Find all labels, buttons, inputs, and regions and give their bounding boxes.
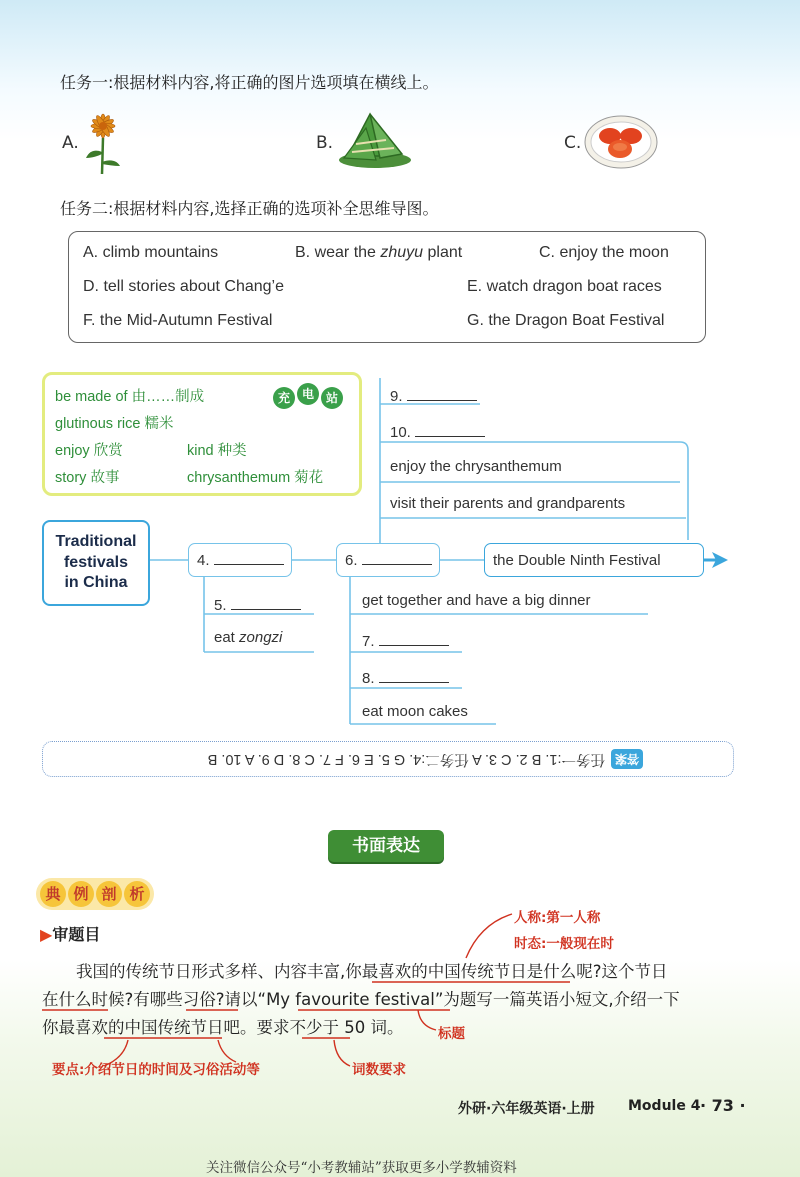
task1-title: 任务一:根据材料内容,将正确的图片选项填在横线上。: [60, 73, 439, 92]
node-double-ninth: the Double Ninth Festival: [484, 543, 704, 577]
wechat-note: 关注微信公众号“小考教辅站”获取更多小学教辅资料: [206, 1160, 517, 1176]
leaf-visit: visit their parents and grandparents: [390, 495, 626, 512]
leaf-zongzi: eat zongzi: [214, 629, 283, 646]
option-g: G. the Dragon Boat Festival: [467, 312, 665, 329]
charge-badge: 充: [273, 387, 295, 409]
answer-text: 答案任务一:1. B 2. C 3. A 任务二:4. G 5. E 6. F 7. C 8. D 9. A 10. B: [43, 742, 733, 776]
dianli-char: 例: [68, 881, 94, 907]
option-c: C. enjoy the moon: [539, 244, 669, 261]
leaf-dinner: get together and have a big dinner: [362, 592, 591, 609]
prompt-line-1: 我国的传统节日形式多样、内容丰富,你最喜欢的中国传统节日是什么呢?这个节日: [76, 962, 668, 981]
leaf-mooncakes: eat moon cakes: [362, 703, 468, 720]
triangle-icon: ▶: [40, 925, 53, 944]
leaf-10: 10.: [390, 420, 485, 441]
dianli-char: 析: [124, 881, 150, 907]
option-b-letter: B.: [316, 133, 334, 153]
center-line: in China: [64, 574, 128, 592]
leaf-8: 8.: [362, 666, 449, 687]
option-a-letter: A.: [62, 133, 79, 153]
note-person: 人称:第一人称: [514, 910, 601, 926]
vocab-item: be made of 由……制成: [55, 389, 205, 405]
node-4: 4.: [188, 543, 292, 577]
vocab-item: story 故事: [55, 470, 120, 486]
note-key: 要点:介绍节日的时间及习俗活动等: [52, 1062, 260, 1078]
option-d: D. tell stories about Chang’e: [83, 278, 284, 295]
charge-badge: 站: [321, 387, 343, 409]
task2-title: 任务二:根据材料内容,选择正确的选项补全思维导图。: [60, 199, 439, 218]
leaf-7: 7.: [362, 629, 449, 650]
center-line: festivals: [63, 553, 129, 571]
note-words: 词数要求: [352, 1062, 406, 1078]
page-number: · 73 ·: [700, 1096, 746, 1115]
option-f: F. the Mid-Autumn Festival: [83, 312, 273, 329]
vocab-item: kind 种类: [187, 443, 247, 459]
note-title: 标题: [438, 1026, 465, 1042]
option-a: A. climb mountains: [83, 244, 219, 261]
prompt-line-2: 在什么时候?有哪些习俗?请以“My favourite festival”为题写一篇英语小短文,介绍一下: [42, 990, 680, 1009]
note-tense: 时态:一般现在时: [514, 936, 614, 952]
option-c-letter: C.: [564, 133, 582, 153]
answer-label: 答案: [611, 749, 643, 769]
dianli-char: 典: [40, 881, 66, 907]
footer-module: Module 4: [628, 1098, 701, 1114]
review-heading: ▶审题目: [40, 925, 101, 944]
vocab-item: glutinous rice 糯米: [55, 416, 174, 432]
option-b: B. wear the zhuyu plant: [295, 244, 463, 261]
leaf-5: 5.: [214, 593, 301, 614]
leaf-chrysanthemum: enjoy the chrysanthemum: [390, 458, 562, 475]
charge-badge: 电: [297, 383, 319, 405]
node-6: 6.: [336, 543, 440, 577]
leaf-9: 9.: [390, 384, 477, 405]
vocab-item: enjoy 欣赏: [55, 443, 123, 459]
center-line: Traditional: [55, 532, 137, 550]
option-e: E. watch dragon boat races: [467, 278, 662, 295]
dianli-char: 剖: [96, 881, 122, 907]
section-banner: 书面表达: [328, 830, 444, 862]
footer-book: 外研·六年级英语·上册: [458, 1101, 595, 1117]
prompt-line-3: 你最喜欢的中国传统节日吧。要求不少于 50 词。: [42, 1018, 404, 1037]
vocab-item: chrysanthemum 菊花: [187, 470, 324, 486]
